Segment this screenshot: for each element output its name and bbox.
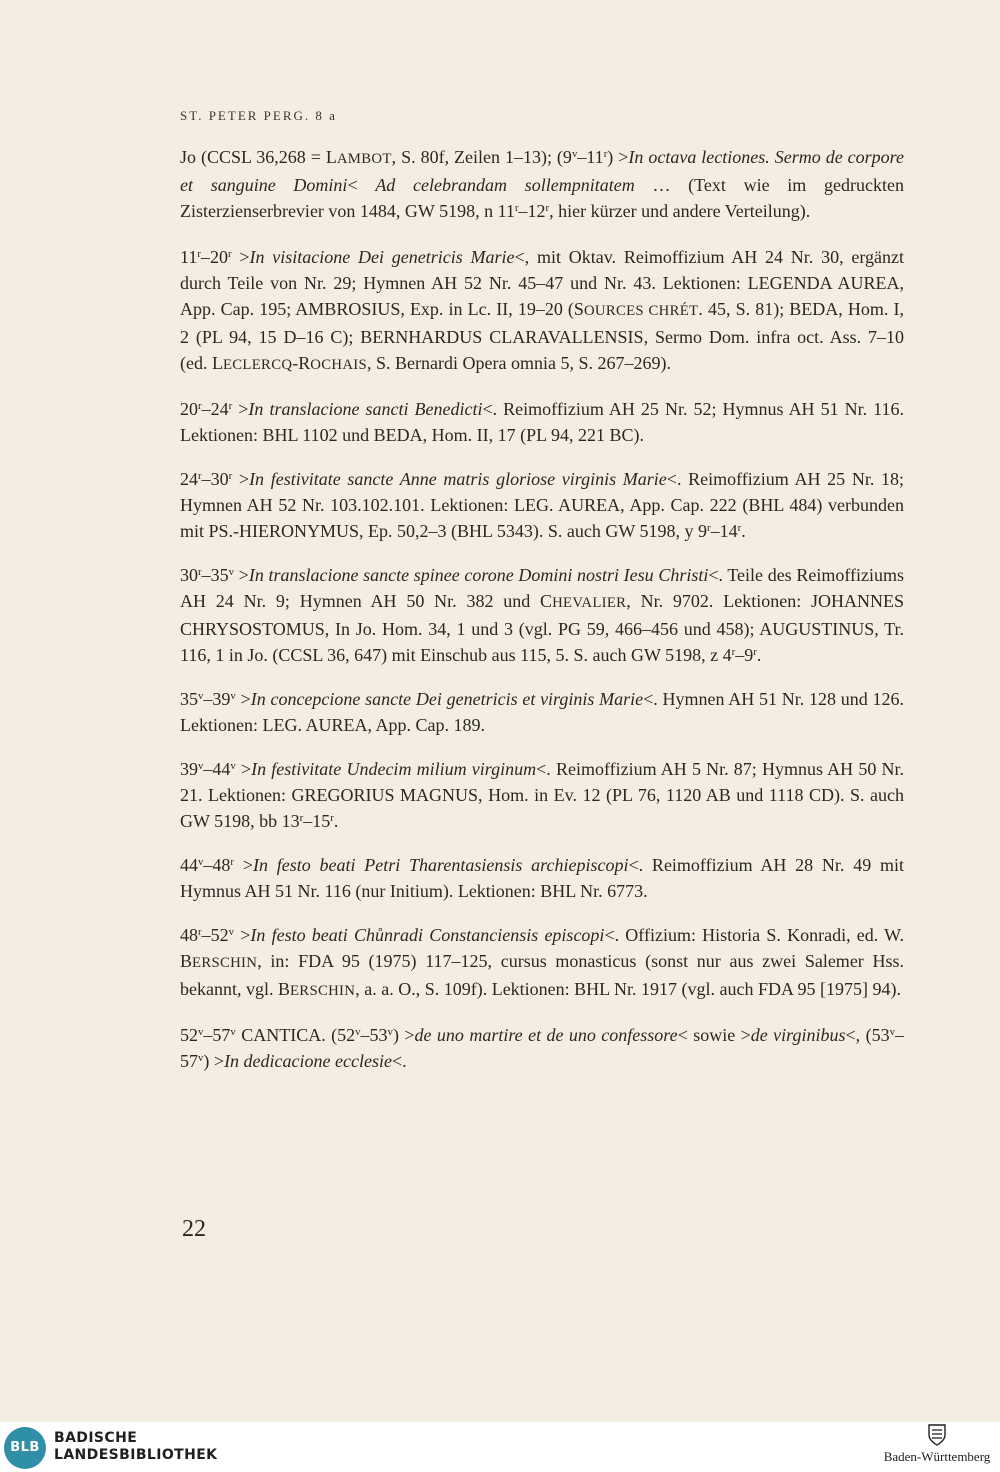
library-name-line2: LANDESBIBLIOTHEK	[54, 1447, 218, 1463]
state-crest-icon	[928, 1424, 946, 1446]
page-number: 22	[182, 1216, 206, 1242]
entry-petri-tharentasiensis: $44^v-48^r >In$ festo beati Petri Tharentasiensis archiepiscopi<. Reimoffizium AH 28 Nr. 49 mit Hymnus AH 51 Nr. 116 (nur Initium). Lektionen: BHL Nr. 6773.	[180, 855, 904, 901]
entry-cantica: 52$^v$–57$^v$ CANTICA. $(52^v-53^v) >de$ uno martire et de uno confessore< sowie >de virginibus<, $(53^v-57^v) >In$ dedicacione ecclesie<.	[180, 1025, 904, 1071]
entry-undecim-milium: $39^v-44^v >In$ festivitate Undecim milium virginum<. Reimoffizium AH 5 Nr. 87; Hymnus AH 50 Nr. 21. Lektionen: GREGORIUS MAGNUS, Hom. in Ev. 12 (PL 76, 1120 AB und 1118 CD). S. auch GW 5198, bb 13$^r$–15$^r$.	[180, 759, 905, 831]
library-name-line1: BADISCHE	[54, 1430, 138, 1446]
entry-anne: $24^r-30^r >In$ festivitate sancte Anne matris gloriose virginis Marie<. Reimoffizium AH 25 Nr. 18; Hymnen AH 52 Nr. 103.102.101. Lektionen: LEG. AUREA, App. Cap. 222 (BHL 484) verbunden mit PS.-HIERONYMUS, Ep. 50,2–3 (BHL 5343). S. auch GW 5198, y 9$^r$–14$^r$.	[180, 469, 905, 541]
footer-bar	[0, 1422, 1000, 1472]
entry-chunradi: $48^r-52^v >In$ festo beati Chůnradi Constanciensis episcopi<. Offizium: Historia S. Konradi, ed. W. BERSCHIN, in: FDA 95 (1975) 117–125, cursus monasticus (sonst nur aus zwei Salemer Hss. bekannt, vgl. BERSCHIN, a. a. O., S. 109f). Lektionen: BHL Nr. 1917 (vgl. auch FDA 95 [1975] 94).	[180, 925, 905, 999]
catalogue-text	[180, 144, 904, 1092]
library-name	[54, 1430, 217, 1464]
blb-logo[interactable]: BLB	[4, 1427, 46, 1469]
state-name: Baden-Württemberg	[883, 1449, 991, 1464]
entry-continuation: Jo (CCSL 36,268 = LAMBOT, S. 80f, Zeilen 1–13); $(9^v-11^r) >In$ octava lectiones. Sermo de corpore et sanguine Domini< Ad celebrandam sollempnitatem … (Text wie im gedruckten Zisterzienserbrevier von 1484, GW 5198, n 11$^r$–12$^r$, hier kürzer und andere Verteilung).	[180, 147, 904, 221]
entry-concepcione: $35^v-39^v >In$ concepcione sancte Dei genetricis et virginis Marie<. Hymnen AH 51 Nr. 128 und 126. Lektionen: LEG. AUREA, App. Cap. 189.	[180, 689, 904, 735]
entry-visitacione: $11^r-20^r >In$ visitacione Dei genetricis Marie<, mit Oktav. Reimoffizium AH 24 Nr. 30, ergänzt durch Teile von Nr. 29; Hymnen AH 52 Nr. 45–47 und Nr. 43. Lektionen: LEGENDA AUREA, App. Cap. 195; AMBROSIUS, Exp. in Lc. II, 19–20 (SOURCES CHRÉT. 45, S. 81); BEDA, Hom. I, 2 (PL 94, 15 D–16 C); BERNHARDUS CLARAVALLENSIS, Sermo Dom. infra oct. Ass. 7–10 (ed. LECLERCQ-ROCHAIS, S. Bernardi Opera omnia 5, S. 267–269).	[180, 247, 904, 373]
entry-spinee-corone: $30^r-35^v >In$ translacione sancte spinee corone Domini nostri Iesu Christi<. Teile des Reimoffiziums AH 24 Nr. 9; Hymnen AH 50 Nr. 382 und CHEVALIER, Nr. 9702. Lektionen: JOHANNES CHRYSOSTOMUS, In Jo. Hom. 34, 1 und 3 (vgl. PG 59, 466–456 und 458); AUGUSTINUS, Tr. 116, 1 in Jo. (CCSL 36, 647) mit Einschub aus 115, 5. S. auch GW 5198, z 4$^r$–9$^r$.	[180, 565, 905, 665]
entry-benedicti: $20^r-24^r >In$ translacione sancti Benedicti<. Reimoffizium AH 25 Nr. 52; Hymnus AH 51 Nr. 116. Lektionen: BHL 1102 und BEDA, Hom. II, 17 (PL 94, 221 BC).	[180, 399, 905, 445]
running-head: ST. PETER PERG. 8 a	[180, 108, 337, 123]
